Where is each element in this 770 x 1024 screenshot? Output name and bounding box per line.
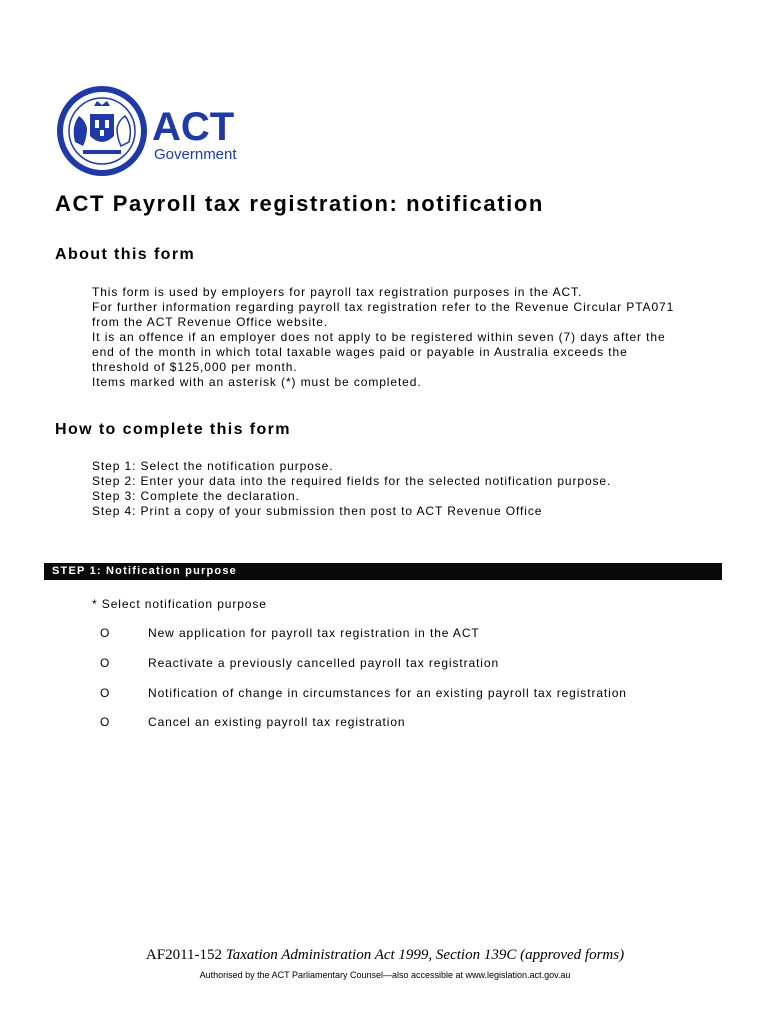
how-heading: How to complete this form: [55, 421, 291, 438]
footer-authorised: Authorised by the ACT Parliamentary Counsel—also accessible at www.legislation.act.gov.au: [199, 970, 571, 980]
logo-act-text: ACT: [152, 105, 235, 149]
option-reactivate[interactable]: [100, 656, 499, 670]
about-line: threshold of $125,000 per month.: [92, 360, 298, 374]
option-label: Reactivate a previously cancelled payroll tax registration: [148, 656, 500, 670]
about-line: For further information regarding payroll tax registration refer to the Revenue Circular PTA071: [92, 300, 675, 314]
radio-marker[interactable]: O: [100, 656, 111, 670]
about-line: from the ACT Revenue Office website.: [92, 315, 329, 329]
about-heading: About this form: [55, 246, 196, 263]
option-new-application[interactable]: [100, 626, 480, 640]
logo-government-text: Government: [154, 146, 237, 163]
act-government-logo: [57, 86, 247, 176]
act-crest-icon: [57, 86, 247, 176]
how-step-line: Step 1: Select the notification purpose.: [92, 459, 334, 473]
footer-act-reference: Taxation Administration Act 1999, Section 139C (approved forms): [225, 947, 625, 963]
how-steps: [92, 459, 611, 519]
about-line: end of the month in which total taxable wages paid or payable in Australia exceeds the: [92, 345, 628, 359]
about-line: It is an offence if an employer does not apply to be registered within seven (7) days after the: [92, 330, 666, 344]
option-cancel-registration[interactable]: [100, 715, 405, 729]
option-label: Notification of change in circumstances for an existing payroll tax registration: [148, 686, 627, 700]
step1-header-bar: [44, 563, 722, 580]
step1-header-label: STEP 1: Notification purpose: [52, 565, 237, 577]
select-purpose-label: * Select notification purpose: [92, 597, 267, 611]
radio-marker[interactable]: O: [100, 626, 111, 640]
option-label: New application for payroll tax registration in the ACT: [148, 626, 480, 640]
about-line: This form is used by employers for payroll tax registration purposes in the ACT.: [92, 285, 583, 299]
footer-form-code: AF2011-152: [145, 947, 223, 963]
about-line: Items marked with an asterisk (*) must be completed.: [92, 375, 422, 389]
how-step-line: Step 3: Complete the declaration.: [92, 489, 300, 503]
about-text: [92, 285, 674, 390]
how-step-line: Step 4: Print a copy of your submission then post to ACT Revenue Office: [92, 504, 543, 518]
radio-marker[interactable]: O: [100, 686, 111, 700]
option-label: Cancel an existing payroll tax registration: [148, 715, 406, 729]
option-change-circumstances[interactable]: [100, 686, 627, 700]
footer-form-reference: [0, 947, 770, 964]
how-step-line: Step 2: Enter your data into the required fields for the selected notification purpose.: [92, 474, 612, 488]
page-title: ACT Payroll tax registration: notification: [55, 191, 544, 216]
radio-marker[interactable]: O: [100, 715, 111, 729]
